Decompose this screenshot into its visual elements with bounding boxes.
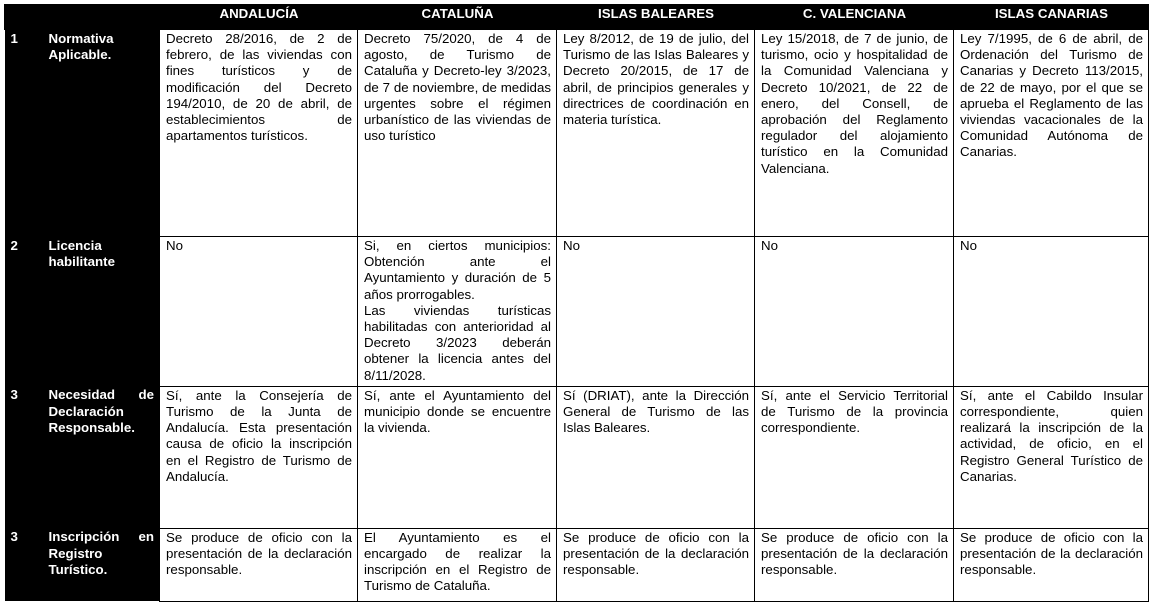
row-label: Licencia habilitante [43,237,160,387]
cell-c-valenciana: Se produce de oficio con la presentación de la declaración responsable. [755,528,954,601]
regulation-comparison-table [4,4,1149,602]
table-row-inscripcion [5,528,1149,601]
cell-islas-baleares: Sí (DRIAT), ante la Dirección General de Turismo de las Islas Baleares. [557,386,755,528]
cell-cataluna: Sí, ante el Ayuntamiento del municipio donde se encuentre la vivienda. [358,386,557,528]
cell-islas-baleares: No [557,237,755,387]
row-label: Inscripción en Registro Turístico. [43,528,160,601]
header-cataluna: CATALUÑA [358,5,557,30]
row-number: 2 [5,237,43,387]
cell-islas-canarias: Sí, ante el Cabildo Insular correspondiente, quien realizará la inscripción de la actividad, de oficio, en el Registro General Turístico de Canarias. [954,386,1149,528]
row-label: Normativa Aplicable. [43,30,160,237]
row-number: 1 [5,30,43,237]
table-row-declaracion [5,386,1149,528]
row-label: Necesidad de Declaración Responsable. [43,386,160,528]
cell-andalucia: Sí, ante la Consejería de Turismo de la Junta de Andalucía. Esta presentación causa de oficio la inscripción en el Registro de Turismo de Andalucía. [160,386,358,528]
header-num [5,5,43,30]
cell-cataluna: Si, en ciertos municipios: Obtención ante el Ayuntamiento y duración de 5 años prorrogables. Las viviendas turísticas habilitadas con anterioridad al Decreto 3/2023 deberán obtener la licencia antes del 8/11/2028. [358,237,557,387]
cell-cataluna: Decreto 75/2020, de 4 de agosto, de Turismo de Cataluña y Decreto-ley 3/2023, de 7 de noviembre, de medidas urgentes sobre el régimen urbanístico de las viviendas de uso turístico [358,30,557,237]
cell-c-valenciana: Ley 15/2018, de 7 de junio, de turismo, ocio y hospitalidad de la Comunidad Valenciana y Decreto 10/2021, de 22 de enero, del Consell, de aprobación del Reglamento regulador del alojamiento turístico en la Comunidad Valenciana. [755,30,954,237]
cell-c-valenciana: No [755,237,954,387]
table-row-licencia [5,237,1149,387]
cell-islas-canarias: Ley 7/1995, de 6 de abril, de Ordenación del Turismo de Canarias y Decreto 113/2015, de 22 de mayo, por el que se aprueba el Reglamento de las viviendas vacacionales de la Comunidad Autónoma de Canarias. [954,30,1149,237]
cell-islas-baleares: Se produce de oficio con la presentación de la declaración responsable. [557,528,755,601]
cell-andalucia: No [160,237,358,387]
cell-cataluna: El Ayuntamiento es el encargado de realizar la inscripción en el Registro de Turismo de Cataluña. [358,528,557,601]
cell-islas-canarias: Se produce de oficio con la presentación de la declaración responsable. [954,528,1149,601]
header-row [5,5,1149,30]
cell-islas-baleares: Ley 8/2012, de 19 de julio, del Turismo de las Islas Baleares y Decreto 20/2015, de 17 de abril, de principios generales y directrices de coordinación en materia turística. [557,30,755,237]
cell-islas-canarias: No [954,237,1149,387]
row-number: 3 [5,528,43,601]
cell-andalucia: Decreto 28/2016, de 2 de febrero, de las viviendas con fines turísticos y de modificación del Decreto 194/2010, de 20 de abril, de establecimientos de apartamentos turísticos. [160,30,358,237]
header-c-valenciana: C. VALENCIANA [755,5,954,30]
header-islas-canarias: ISLAS CANARIAS [954,5,1149,30]
header-andalucia: ANDALUCÍA [160,5,358,30]
table-row-normativa [5,30,1149,237]
header-islas-baleares: ISLAS BALEARES [557,5,755,30]
row-number: 3 [5,386,43,528]
header-concept [43,5,160,30]
cell-andalucia: Se produce de oficio con la presentación de la declaración responsable. [160,528,358,601]
cell-c-valenciana: Sí, ante el Servicio Territorial de Turismo de la provincia correspondiente. [755,386,954,528]
